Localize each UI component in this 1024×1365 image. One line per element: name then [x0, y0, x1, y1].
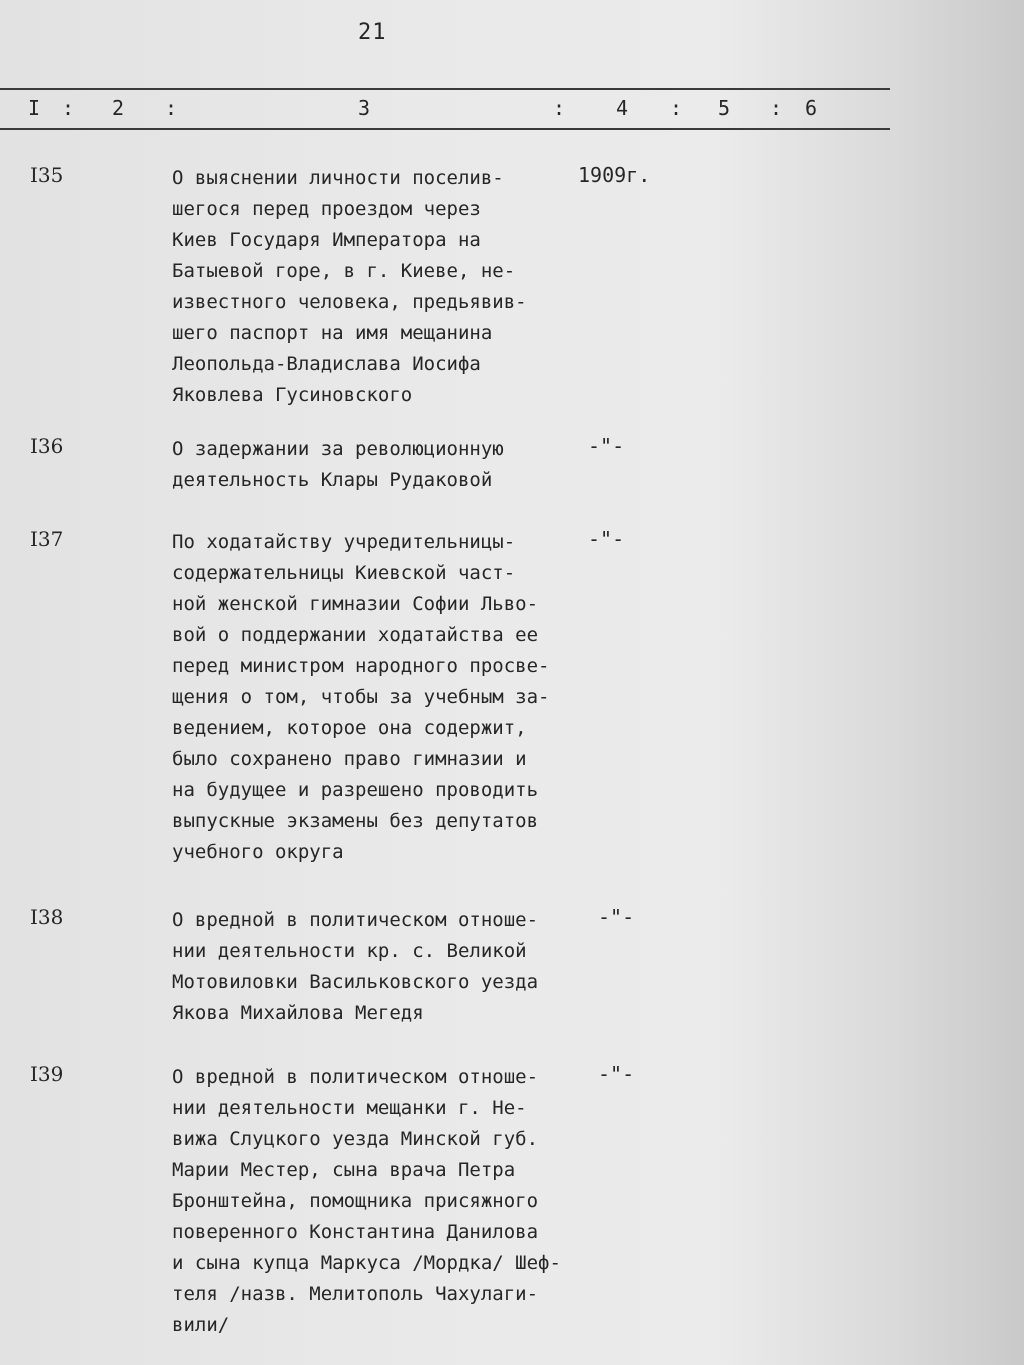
- entry-description: [172, 1062, 602, 1341]
- description-line: вой о поддержании ходатайства ее: [172, 624, 539, 646]
- page-number: 21: [358, 20, 387, 45]
- column-header-2: 2: [112, 96, 125, 120]
- description-line: Яковлева Гусиновского: [172, 384, 413, 406]
- entry-number: I38: [30, 905, 64, 929]
- column-separator: :: [165, 96, 178, 120]
- description-line: Леопольда-Владислава Иосифа: [172, 353, 481, 375]
- column-separator: :: [670, 96, 683, 120]
- column-separator: :: [62, 96, 75, 120]
- entry-number: I36: [30, 434, 64, 458]
- entry-number: I35: [30, 163, 64, 187]
- description-line: перед министром народного просве-: [172, 655, 550, 677]
- description-line: выпускные экзамены без депутатов: [172, 810, 539, 832]
- description-line: нии деятельности мещанки г. Не-: [172, 1097, 527, 1119]
- entry-number: I37: [30, 527, 64, 551]
- description-line: нии деятельности кр. с. Великой: [172, 940, 527, 962]
- description-line: Якова Михайлова Мегедя: [172, 1002, 424, 1024]
- description-line: содержательницы Киевской част-: [172, 562, 516, 584]
- column-header-3: 3: [358, 96, 371, 120]
- header-top-rule: [0, 88, 890, 90]
- description-line: известного человека, предьявив-: [172, 291, 527, 313]
- description-line: было сохранено право гимназии и: [172, 748, 527, 770]
- description-line: и сына купца Маркуса /Мордка/ Шеф-: [172, 1252, 561, 1274]
- description-line: учебного округа: [172, 841, 344, 863]
- column-header-1: I: [28, 96, 41, 120]
- entry-number: I39: [30, 1062, 64, 1086]
- entry-description: [172, 905, 602, 1029]
- column-header-5: 5: [718, 96, 731, 120]
- description-line: теля /назв. Мелитополь Чахулаги-: [172, 1283, 539, 1305]
- description-line: вили/: [172, 1314, 230, 1336]
- description-line: О задержании за революционную: [172, 438, 504, 460]
- entry-date: -"-: [588, 527, 625, 551]
- entry-description: [172, 434, 602, 496]
- description-line: шего паспорт на имя мещанина: [172, 322, 493, 344]
- description-line: шегося перед проездом через: [172, 198, 481, 220]
- column-header-4: 4: [616, 96, 629, 120]
- description-line: на будущее и разрешено проводить: [172, 779, 539, 801]
- column-separator: :: [770, 96, 783, 120]
- description-line: Бронштейна, помощника присяжного: [172, 1190, 539, 1212]
- description-line: О выяснении личности поселив-: [172, 167, 504, 189]
- description-line: Батыевой горе, в г. Киеве, не-: [172, 260, 516, 282]
- description-line: Марии Местер, сына врача Петра: [172, 1159, 516, 1181]
- description-line: О вредной в политическом отноше-: [172, 909, 539, 931]
- header-bottom-rule: [0, 128, 890, 130]
- entry-date: -"-: [598, 905, 635, 929]
- entry-date: -"-: [588, 434, 625, 458]
- entry-description: [172, 527, 602, 868]
- description-line: щения о том, чтобы за учебным за-: [172, 686, 550, 708]
- column-separator: :: [553, 96, 566, 120]
- description-line: По ходатайству учредительницы-: [172, 531, 516, 553]
- description-line: ной женской гимназии Софии Льво-: [172, 593, 539, 615]
- description-line: Киев Государя Императора на: [172, 229, 481, 251]
- description-line: Мотовиловки Васильковского уезда: [172, 971, 539, 993]
- entry-description: [172, 163, 602, 411]
- entry-date: -"-: [598, 1062, 635, 1086]
- entry-date: 1909г.: [578, 163, 651, 187]
- description-line: поверенного Константина Данилова: [172, 1221, 539, 1243]
- description-line: ведением, которое она содержит,: [172, 717, 527, 739]
- description-line: деятельность Клары Рудаковой: [172, 469, 493, 491]
- column-header-6: 6: [805, 96, 818, 120]
- description-line: О вредной в политическом отноше-: [172, 1066, 539, 1088]
- description-line: вижа Слуцкого уезда Минской губ.: [172, 1128, 539, 1150]
